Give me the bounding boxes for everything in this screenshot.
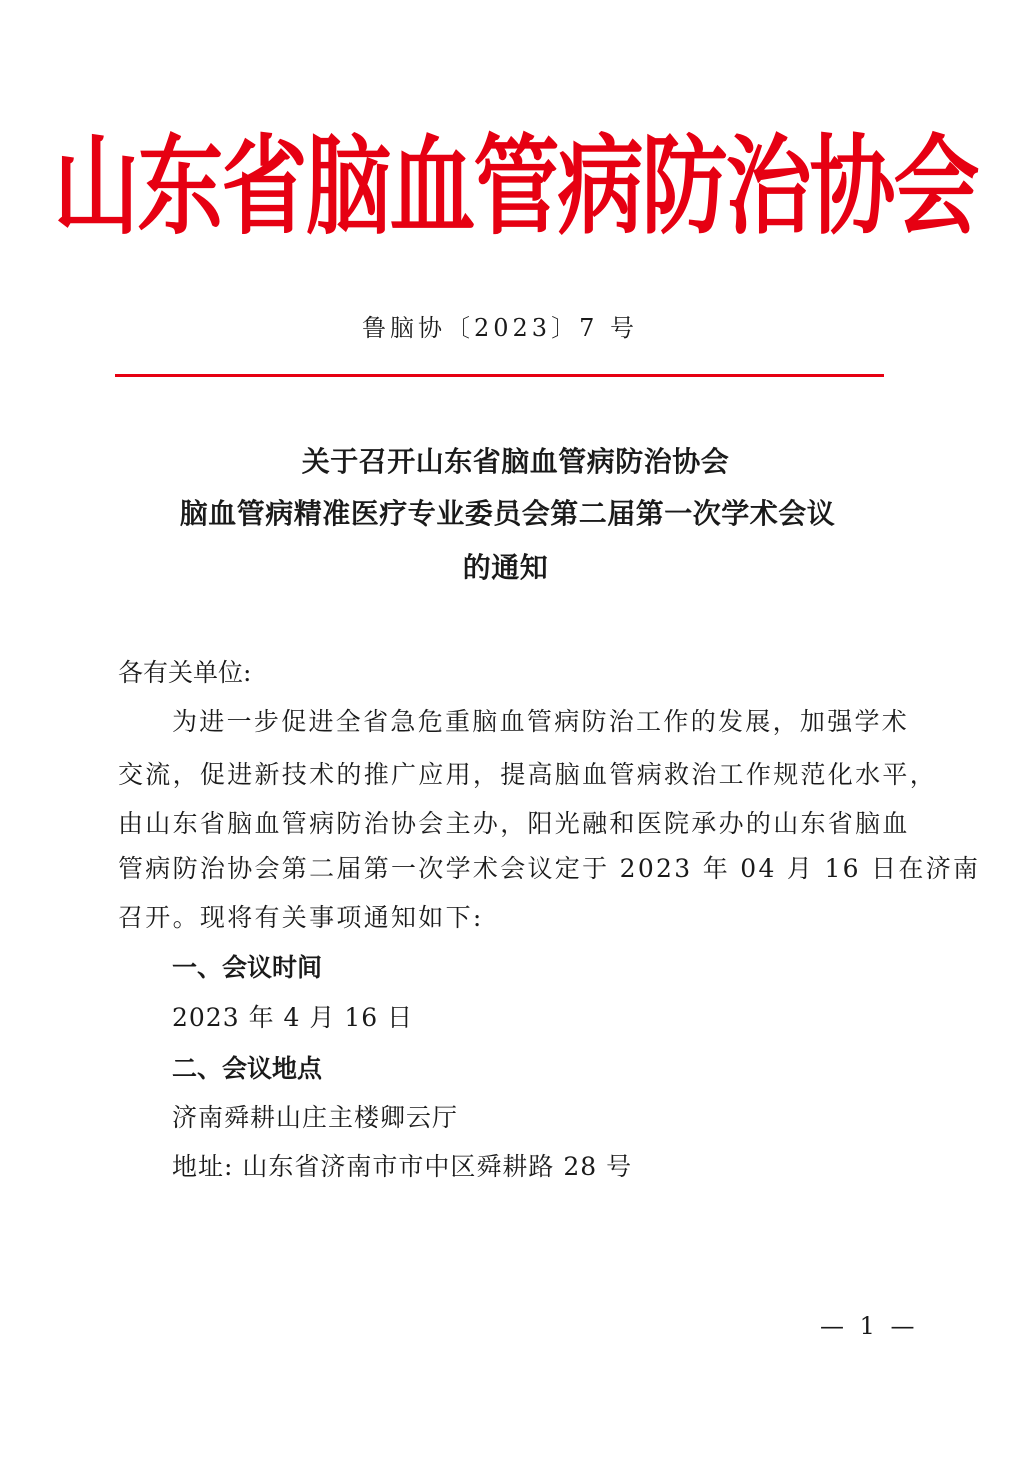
intro-paragraph-line: 为进一步促进全省急危重脑血管病防治工作的发展，加强学术: [172, 707, 910, 736]
section-heading-meeting-location: 二、会议地点: [172, 1054, 323, 1083]
intro-paragraph-line: 召开。现将有关事项通知如下:: [118, 903, 484, 932]
meeting-address: 地址: 山东省济南市市中区舜耕路 28 号: [172, 1152, 633, 1181]
notice-title-line-3: 的通知: [462, 551, 549, 584]
masthead-org-name: 山东省脑血管病防治协会: [53, 124, 978, 250]
intro-paragraph-line: 管病防治协会第二届第一次学术会议定于 2023 年 04 月 16 日在济南: [118, 854, 981, 883]
intro-paragraph-line: 交流，促进新技术的推广应用，提高脑血管病救治工作规范化水平，: [118, 760, 938, 789]
notice-title-line-2: 脑血管病精准医疗专业委员会第二届第一次学术会议: [179, 497, 836, 530]
notice-title-line-1: 关于召开山东省脑血管病防治协会: [301, 445, 730, 478]
section-heading-meeting-time: 一、会议时间: [172, 953, 323, 982]
page-number: — 1 —: [820, 1312, 919, 1340]
document-number: 鲁脑协〔2023〕7 号: [362, 314, 638, 342]
intro-paragraph-line: 由山东省脑血管病防治协会主办，阳光融和医院承办的山东省脑血: [118, 809, 910, 838]
salutation: 各有关单位:: [118, 658, 252, 687]
red-separator-line: [115, 374, 884, 377]
meeting-venue: 济南舜耕山庄主楼卿云厅: [172, 1103, 459, 1132]
meeting-date: 2023 年 4 月 16 日: [172, 1003, 414, 1032]
